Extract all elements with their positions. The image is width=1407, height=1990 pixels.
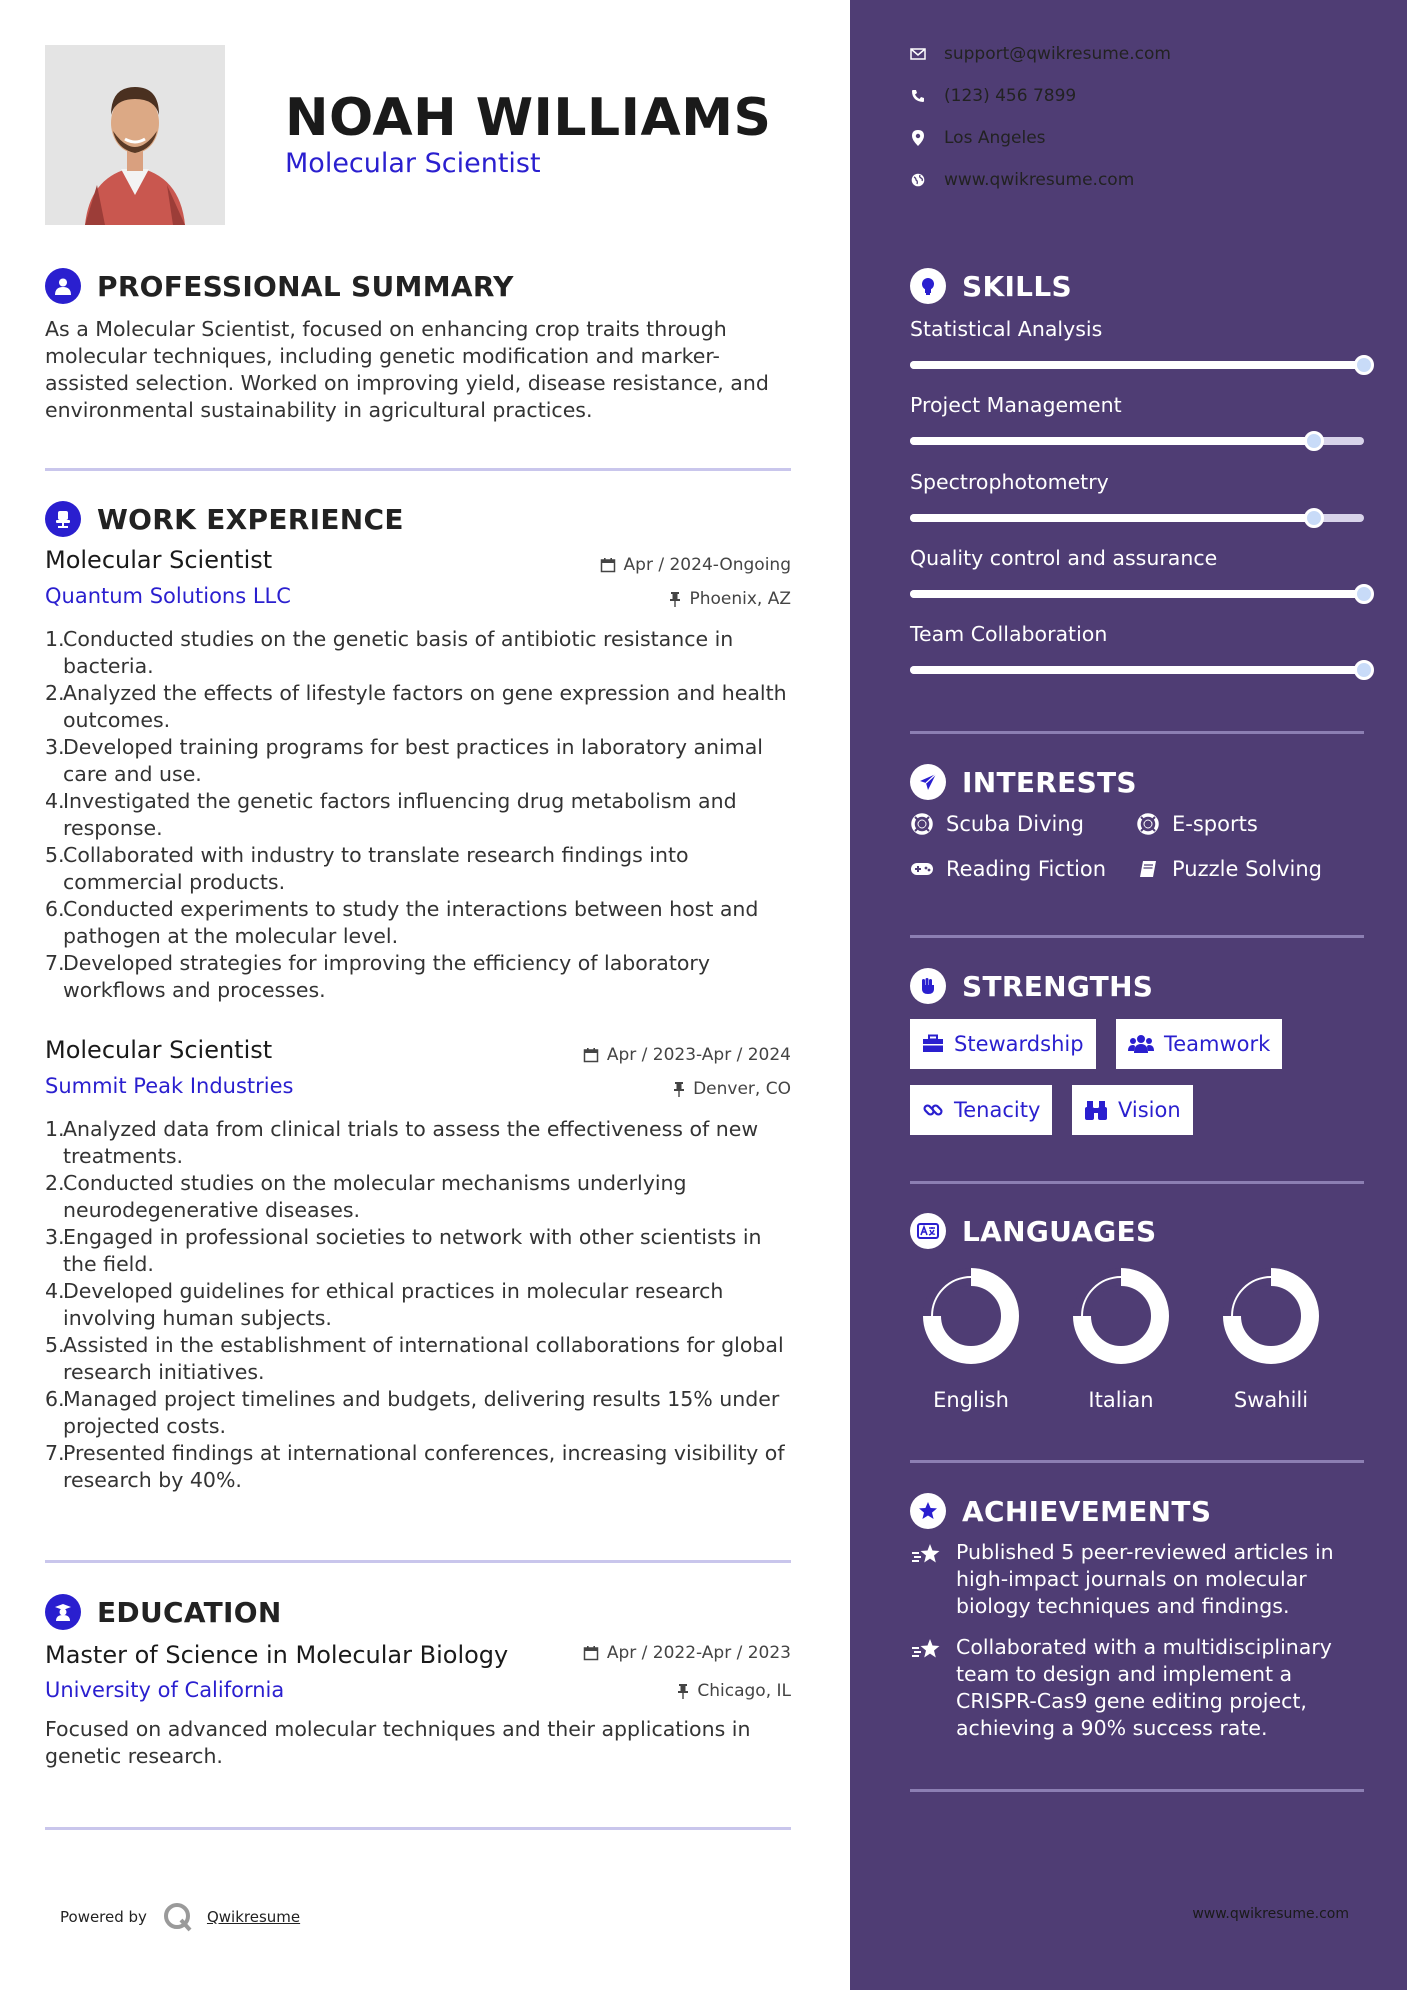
- strength-label: Vision: [1118, 1098, 1181, 1122]
- skill-label: Project Management: [910, 393, 1122, 417]
- job-dates-text: Apr / 2023-Apr / 2024: [606, 1045, 791, 1065]
- achievement-text: Collaborated with a multidisciplinary team to design and implement a CRISPR-Cas9 gene editing project, achieving a 90% success rate.: [956, 1635, 1332, 1740]
- interest-label: Scuba Diving: [946, 812, 1084, 836]
- powered-by-label: Powered by: [60, 1908, 147, 1926]
- degree-title: Master of Science in Molecular Biology: [45, 1641, 509, 1669]
- pin-icon: [673, 1081, 685, 1097]
- job-company: Summit Peak Industries: [45, 1074, 294, 1098]
- skill-bar: [910, 590, 1364, 598]
- powered-by: [60, 1900, 300, 1934]
- skill-bar: [910, 666, 1364, 674]
- skill-fill: [910, 514, 1314, 522]
- skill-knob: [1354, 584, 1374, 604]
- qwikresume-logo-icon: [161, 1900, 195, 1934]
- achievement-item: [910, 1539, 1364, 1620]
- life-ring-icon: [911, 813, 933, 835]
- interest-item: [1136, 857, 1322, 881]
- languages-header: [910, 1213, 1156, 1249]
- job-bullets: [45, 626, 795, 1004]
- skill-bar: [910, 514, 1364, 522]
- summary-text: As a Molecular Scientist, focused on enhancing crop traits through molecular techniques, including genetic modification and marker-assisted selection. Worked on improving yield, disease resistance, and environmental sustainability in agricultural practices.: [45, 317, 769, 422]
- list-item: 6. Conducted experiments to study the interactions between host and pathogen at the molecular level.: [45, 897, 759, 948]
- education-dates-text: Apr / 2022-Apr / 2023: [606, 1643, 791, 1663]
- strength-chip: [910, 1019, 1096, 1069]
- calendar-icon: [600, 557, 616, 573]
- divider: [45, 468, 791, 471]
- user-icon: [45, 268, 81, 304]
- binoculars-icon: [1084, 1099, 1108, 1121]
- education-location-text: Chicago, IL: [697, 1681, 791, 1701]
- life-ring-icon: [1137, 813, 1159, 835]
- globe-icon: [911, 173, 925, 187]
- fist-icon: [910, 968, 946, 1004]
- summary-title: PROFESSIONAL SUMMARY: [97, 269, 514, 303]
- education-header: [45, 1594, 282, 1630]
- strength-chip: [1116, 1019, 1282, 1069]
- divider: [45, 1560, 791, 1563]
- school-name: University of California: [45, 1678, 285, 1702]
- list-item: 3. Developed training programs for best practices in laboratory animal care and use.: [45, 735, 763, 786]
- pin-icon: [677, 1683, 689, 1699]
- interest-item: [1136, 812, 1258, 836]
- language-name: English: [933, 1388, 1009, 1412]
- lightbulb-icon: [910, 268, 946, 304]
- job-title: Molecular Scientist: [45, 546, 273, 574]
- education-location: [677, 1681, 791, 1701]
- interests-title: INTERESTS: [962, 765, 1137, 799]
- link-icon: [922, 1099, 944, 1121]
- education-dates: [583, 1643, 791, 1663]
- job-title: Molecular Scientist: [45, 1036, 273, 1064]
- gamepad-icon: [910, 861, 934, 877]
- briefcase-icon: [922, 1034, 944, 1054]
- strength-chip: [910, 1085, 1052, 1135]
- achievement-text: Published 5 peer-reviewed articles in high-impact journals on molecular biology techniques and findings.: [956, 1540, 1334, 1618]
- profile-photo: [45, 45, 225, 225]
- divider: [910, 935, 1364, 938]
- skill-bar: [910, 361, 1364, 369]
- list-item: 7. Developed strategies for improving the efficiency of laboratory workflows and processes.: [45, 951, 710, 1002]
- list-item: 2. Conducted studies on the molecular mechanisms underlying neurodegenerative diseases.: [45, 1171, 687, 1222]
- strengths-header: [910, 968, 1153, 1004]
- job-location-text: Denver, CO: [693, 1079, 791, 1099]
- contact-location: [910, 128, 1046, 148]
- interest-label: Puzzle Solving: [1172, 857, 1322, 881]
- contact-website[interactable]: [910, 170, 1134, 190]
- phone-icon: [911, 89, 925, 103]
- list-item: 5. Assisted in the establishment of international collaborations for global research initiatives.: [45, 1333, 784, 1384]
- achievement-item: [910, 1634, 1364, 1742]
- phone-text: (123) 456 7899: [944, 86, 1077, 106]
- interests-header: [910, 764, 1137, 800]
- book-icon: [1138, 859, 1158, 879]
- skill-knob: [1354, 355, 1374, 375]
- email-text: support@qwikresume.com: [944, 44, 1171, 64]
- job-location-text: Phoenix, AZ: [689, 589, 791, 609]
- shooting-star-icon: [910, 1543, 942, 1567]
- strength-label: Teamwork: [1164, 1032, 1271, 1056]
- education-title: EDUCATION: [97, 1595, 282, 1629]
- skill-fill: [910, 361, 1364, 369]
- job-dates: [583, 1045, 791, 1065]
- divider: [910, 731, 1364, 734]
- paper-plane-icon: [910, 764, 946, 800]
- footer-site[interactable]: www.qwikresume.com: [1192, 1906, 1349, 1922]
- language-ring: [921, 1266, 1021, 1366]
- skill-label: Team Collaboration: [910, 622, 1108, 646]
- users-icon: [1128, 1034, 1154, 1054]
- job-location: [673, 1079, 791, 1099]
- experience-title: WORK EXPERIENCE: [97, 502, 404, 536]
- skill-knob: [1354, 660, 1374, 680]
- pin-icon: [669, 591, 681, 607]
- list-item: 4. Investigated the genetic factors influencing drug metabolism and response.: [45, 789, 737, 840]
- contact-email[interactable]: [910, 44, 1171, 64]
- contact-phone[interactable]: [910, 86, 1076, 106]
- language-item: [1066, 1266, 1176, 1412]
- skill-label: Spectrophotometry: [910, 470, 1109, 494]
- interest-label: E-sports: [1172, 812, 1258, 836]
- achievements-header: [910, 1493, 1211, 1529]
- language-ring: [1071, 1266, 1171, 1366]
- language-item: [916, 1266, 1026, 1412]
- chair-icon: [45, 501, 81, 537]
- skills-title: SKILLS: [962, 269, 1072, 303]
- skill-knob: [1304, 508, 1324, 528]
- language-item: [1216, 1266, 1326, 1412]
- divider: [910, 1789, 1364, 1792]
- experience-header: [45, 501, 404, 537]
- skill-label: Statistical Analysis: [910, 317, 1103, 341]
- website-text: www.qwikresume.com: [944, 170, 1135, 190]
- job-company: Quantum Solutions LLC: [45, 584, 291, 608]
- job-bullets: [45, 1116, 795, 1494]
- skill-knob: [1304, 431, 1324, 451]
- list-item: 3. Engaged in professional societies to network with other scientists in the field.: [45, 1225, 762, 1276]
- list-item: 5. Collaborated with industry to translate research findings into commercial products.: [45, 843, 689, 894]
- star-badge-icon: [910, 1493, 946, 1529]
- list-item: 1. Conducted studies on the genetic basis of antibiotic resistance in bacteria.: [45, 627, 734, 678]
- location-icon: [912, 130, 924, 146]
- skill-fill: [910, 666, 1364, 674]
- translate-icon: [910, 1213, 946, 1249]
- candidate-name: NOAH WILLIAMS: [285, 88, 772, 148]
- skills-header: [910, 268, 1072, 304]
- list-item: 7. Presented findings at international conferences, increasing visibility of research by 40%.: [45, 1441, 785, 1492]
- divider: [910, 1181, 1364, 1184]
- interest-label: Reading Fiction: [946, 857, 1107, 881]
- language-ring: [1221, 1266, 1321, 1366]
- strength-label: Stewardship: [954, 1032, 1084, 1056]
- list-item: 2. Analyzed the effects of lifestyle factors on gene expression and health outcomes.: [45, 681, 787, 732]
- divider: [910, 1460, 1364, 1463]
- qwikresume-link[interactable]: Qwikresume: [206, 1908, 301, 1926]
- candidate-role: Molecular Scientist: [285, 148, 541, 179]
- graduate-icon: [45, 1594, 81, 1630]
- job-location: [669, 589, 791, 609]
- location-text: Los Angeles: [944, 128, 1046, 148]
- job-dates: [600, 555, 791, 575]
- interest-item: [910, 812, 1084, 836]
- divider: [45, 1827, 791, 1830]
- skill-fill: [910, 437, 1314, 445]
- calendar-icon: [583, 1645, 599, 1661]
- strength-label: Tenacity: [954, 1098, 1041, 1122]
- achievements-title: ACHIEVEMENTS: [962, 1494, 1212, 1528]
- strength-chip: [1072, 1085, 1193, 1135]
- list-item: 6. Managed project timelines and budgets, delivering results 15% under projected costs.: [45, 1387, 780, 1438]
- skill-bar: [910, 437, 1364, 445]
- education-text: Focused on advanced molecular techniques and their applications in genetic research.: [45, 1717, 751, 1768]
- skill-fill: [910, 590, 1364, 598]
- list-item: 1. Analyzed data from clinical trials to assess the effectiveness of new treatments.: [45, 1117, 759, 1168]
- interest-item: [910, 857, 1106, 881]
- shooting-star-icon: [910, 1638, 942, 1662]
- languages-title: LANGUAGES: [962, 1214, 1157, 1248]
- language-name: Swahili: [1233, 1388, 1309, 1412]
- envelope-icon: [910, 48, 926, 60]
- job-dates-text: Apr / 2024-Ongoing: [623, 555, 791, 575]
- summary-header: [45, 268, 514, 304]
- list-item: 4. Developed guidelines for ethical practices in molecular research involving human subjects.: [45, 1279, 724, 1330]
- language-name: Italian: [1088, 1388, 1154, 1412]
- calendar-icon: [583, 1047, 599, 1063]
- strengths-title: STRENGTHS: [962, 969, 1154, 1003]
- skill-label: Quality control and assurance: [910, 546, 1218, 570]
